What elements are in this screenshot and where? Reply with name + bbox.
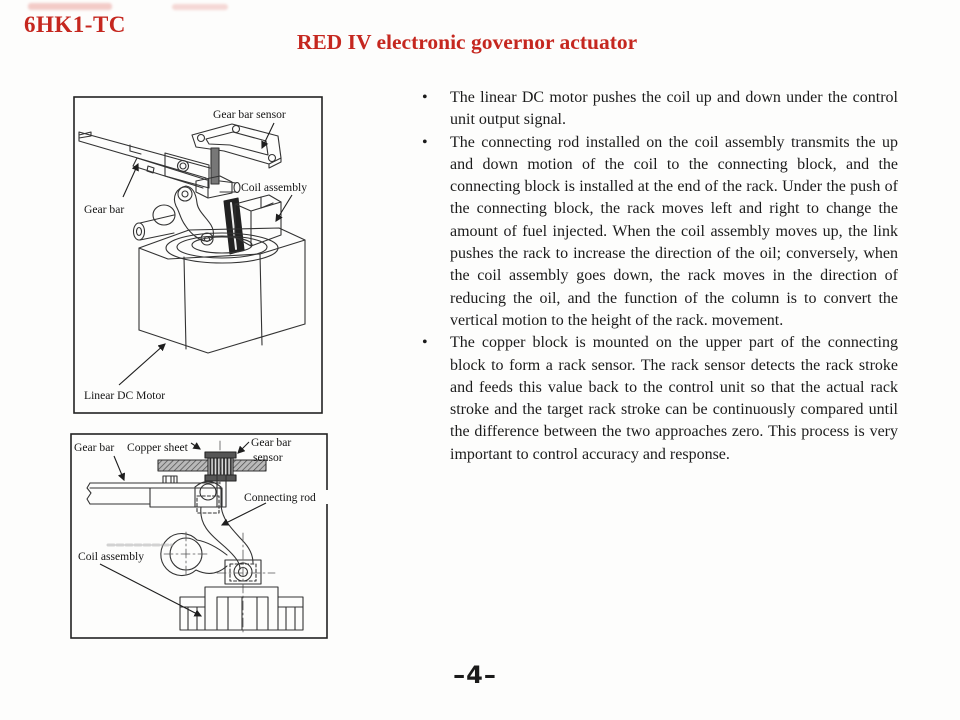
- gear-bar-drawing: [79, 132, 210, 188]
- leader-arrow-gear-bar: [123, 164, 138, 197]
- label-copper-sheet: Copper sheet: [127, 441, 188, 454]
- page-title: RED IV electronic governor actuator: [296, 30, 638, 54]
- leader-arrow-coil-assembly: [276, 195, 292, 221]
- bullet-marker: •: [422, 133, 428, 151]
- label-gear-bar-sensor-line1: Gear bar: [251, 436, 292, 449]
- actuator-section-drawing: [70, 433, 328, 639]
- linear-dc-motor-drawing: [139, 228, 305, 353]
- list-item: [422, 132, 898, 333]
- bullet-marker: •: [422, 334, 428, 352]
- label-coil-assembly: Coil assembly: [78, 550, 145, 563]
- label-connecting-rod: Connecting rod: [244, 491, 316, 504]
- leader-arrow-gear-bar-sensor: [238, 442, 249, 453]
- leader-arrow-connecting-rod: [222, 503, 266, 525]
- list-item: [422, 87, 898, 132]
- figure-actuator-section: [70, 433, 328, 639]
- coil-assembly-section-drawing: [180, 587, 303, 630]
- label-gear-bar: Gear bar: [74, 441, 115, 454]
- bullet-text-linear-motor: The linear DC motor pushes the coil up and down under the control unit output signal.: [450, 89, 898, 129]
- label-gear-bar-sensor-line2: sensor: [253, 451, 283, 464]
- actuator-isometric-drawing: [73, 96, 323, 414]
- page-number: –4–: [453, 661, 497, 689]
- linkage-drawing: [134, 176, 245, 254]
- label-backing: [318, 490, 332, 504]
- leader-arrow-gear-bar: [114, 456, 124, 480]
- bullet-text-connecting-rod: The connecting rod installed on the coil assembly transmits the up and down motion of the coil to the connecting block, and the connecting block is installed at the end of the rack. Under the push of the connecting block, the rack moves left and right to change the amount of fuel injected. When the coil assembly moves up, the link pushes the rack to increase the direction of the oil; conversely, when the coil assembly goes down, the rack moves in the direction of reducing the oil, and the function of the column is to convert the vertical motion to the height of the rack. movement.: [450, 133, 898, 329]
- label-gear-bar: Gear bar: [84, 203, 125, 216]
- bullet-marker: •: [422, 89, 428, 106]
- leader-arrow-copper-sheet: [191, 443, 200, 449]
- label-linear-dc-motor: Linear DC Motor: [84, 389, 166, 402]
- scan-artifact: [28, 3, 112, 10]
- figure-actuator-isometric: [73, 96, 323, 414]
- leader-arrow-gear-bar-sensor: [262, 123, 274, 148]
- list-item: [422, 332, 898, 466]
- figure-border: [74, 97, 322, 413]
- scan-artifact: [172, 4, 228, 10]
- model-code: 6HK1-TC: [24, 12, 126, 37]
- description-list: [422, 87, 898, 466]
- label-coil-assembly: Coil assembly: [241, 181, 308, 194]
- leader-arrow-linear-dc-motor: [119, 344, 165, 385]
- gear-bar-sensor-bracket-drawing: [192, 124, 281, 184]
- bullet-text-copper-block: The copper block is mounted on the upper part of the connecting block to form a rack sensor. The rack sensor detects the rack stroke and feeds this value back to the control unit so that the actual rack stroke and the target rack stroke can be continuously compared until the difference between the two approaches zero. This process is very important to control accuracy and response.: [450, 334, 898, 463]
- label-gear-bar-sensor: Gear bar sensor: [213, 108, 286, 121]
